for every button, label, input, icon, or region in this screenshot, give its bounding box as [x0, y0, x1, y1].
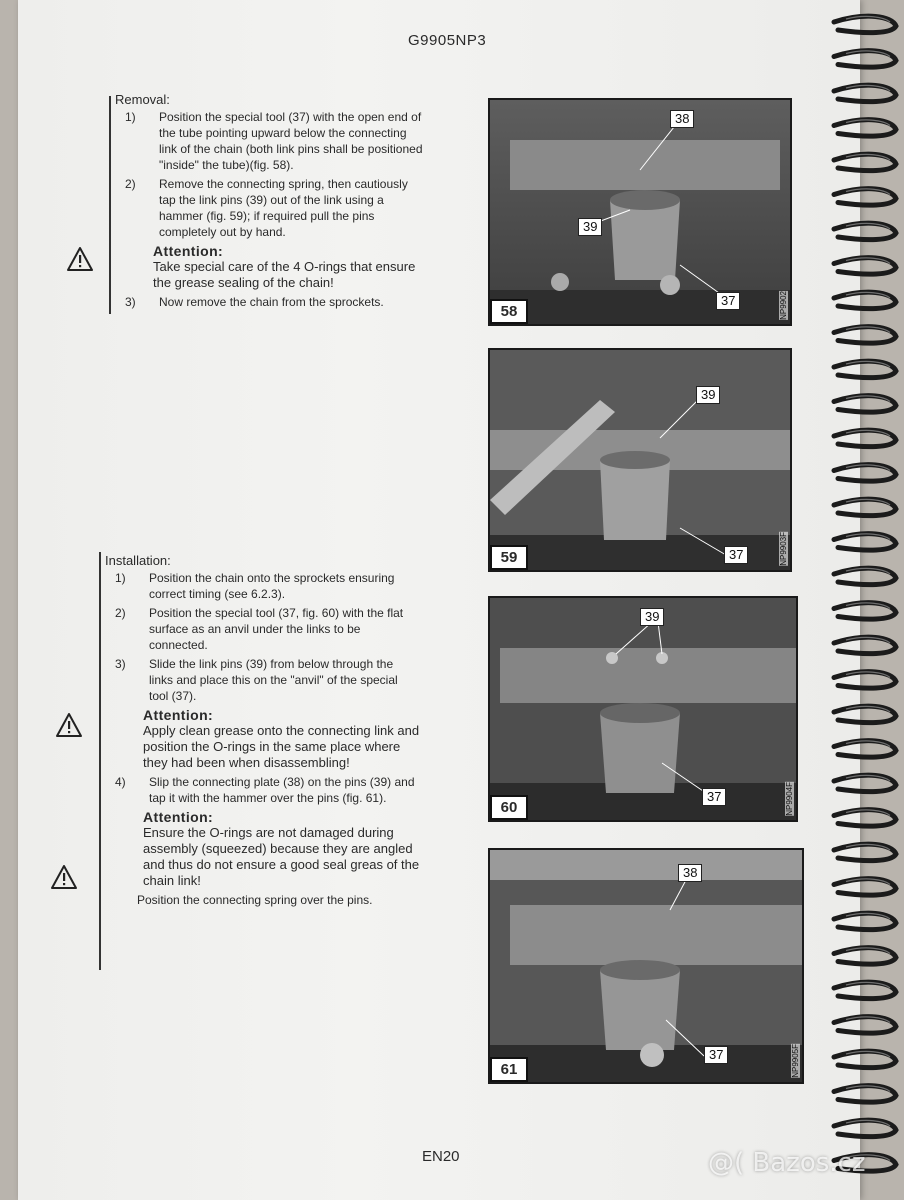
- removal-section: [115, 92, 425, 313]
- spiral-coil: [834, 637, 896, 653]
- figure-60-photo: [488, 596, 798, 822]
- figure-code: NP9904F: [785, 782, 794, 816]
- removal-step-3: 3) Now remove the chain from the sprockets.: [125, 295, 384, 309]
- spiral-coil: [834, 1051, 896, 1067]
- spiral-coil: [834, 844, 896, 860]
- spiral-coil: [834, 499, 896, 515]
- callout-39: 39: [640, 608, 664, 626]
- removal-step-2: 2) Remove the connecting spring, then cautiously tap the link pins (39) out of the link using a hammer (fig. 59); if required pull the pins completely out by hand.: [125, 177, 408, 239]
- callout-37: 37: [702, 788, 726, 806]
- spiral-coil: [834, 913, 896, 929]
- warning-triangle-icon: [66, 246, 94, 272]
- manual-page: [18, 0, 860, 1200]
- installation-step-4: 4) Slip the connecting plate (38) on the pins (39) and tap it with the hammer over the pins (fig. 61).: [115, 775, 415, 805]
- installation-section: [105, 553, 420, 908]
- spiral-coil: [834, 1017, 896, 1033]
- figure-number: 60: [490, 795, 528, 820]
- callout-39: 39: [696, 386, 720, 404]
- installation-final-note: Position the connecting spring over the pins.: [137, 893, 373, 907]
- installation-attention-2: Attention: Ensure the O-rings are not damaged during assembly (squeezed) because they are angled and thus do not ensure a good seal greas of the chain link!: [143, 809, 420, 888]
- installation-title: Installation:: [105, 553, 171, 568]
- spiral-coil: [834, 361, 896, 377]
- spiral-coil: [834, 603, 896, 619]
- spiral-coil: [834, 982, 896, 998]
- figure-code: NP9903F: [779, 532, 788, 566]
- removal-title: Removal:: [115, 92, 170, 107]
- spiral-coil: [834, 16, 896, 32]
- spiral-coil: [834, 568, 896, 584]
- spiral-coil: [834, 223, 896, 239]
- installation-step-2: 2) Position the special tool (37, fig. 60) with the flat surface as an anvil under the links to be connected.: [115, 606, 404, 652]
- figure-58-photo: [488, 98, 792, 326]
- callout-38: 38: [670, 110, 694, 128]
- spiral-coil: [834, 120, 896, 136]
- spiral-coil: [834, 258, 896, 274]
- installation-step-1: 1) Position the chain onto the sprockets ensuring correct timing (see 6.2.3).: [115, 571, 395, 601]
- spiral-coil: [834, 948, 896, 964]
- figure-code: NP9902: [779, 291, 788, 320]
- callout-37: 37: [716, 292, 740, 310]
- spiral-coil: [834, 396, 896, 412]
- removal-margin-bar: [109, 96, 111, 314]
- spiral-coil: [834, 189, 896, 205]
- installation-margin-bar: [99, 552, 101, 970]
- installation-attention-1: Attention: Apply clean grease onto the connecting link and position the O-rings in the same place where they had been when disassembling!: [143, 707, 420, 770]
- spiral-coil: [834, 51, 896, 67]
- watermark-text: @( Bazos.cz: [708, 1148, 866, 1178]
- figure-code: NP9905F: [791, 1044, 800, 1078]
- callout-37: 37: [724, 546, 748, 564]
- callout-38: 38: [678, 864, 702, 882]
- spiral-coil: [834, 430, 896, 446]
- spiral-coil: [834, 741, 896, 757]
- removal-step-1: 1) Position the special tool (37) with the open end of the tube pointing upward below the connecting link of the chain (both link pins shall be positioned "inside" the tube)(fig. 58).: [125, 110, 423, 172]
- document-code: G9905NP3: [408, 32, 487, 49]
- figure-59-photo: [488, 348, 792, 572]
- spiral-coil: [834, 534, 896, 550]
- figure-61-photo: [488, 848, 804, 1084]
- spiral-coil: [834, 810, 896, 826]
- warning-triangle-icon: [55, 712, 83, 738]
- spiral-coil: [834, 292, 896, 308]
- callout-37: 37: [704, 1046, 728, 1064]
- figure-number: 61: [490, 1057, 528, 1082]
- spiral-coil: [834, 775, 896, 791]
- spiral-coil: [834, 1120, 896, 1136]
- spiral-coil: [834, 706, 896, 722]
- spiral-coil: [834, 1086, 896, 1102]
- removal-attention: Attention: Take special care of the 4 O-rings that ensure the grease sealing of the chain!: [153, 243, 416, 290]
- spiral-coil: [834, 154, 896, 170]
- spiral-coil: [834, 327, 896, 343]
- installation-step-3: 3) Slide the link pins (39) from below through the links and place this on the "anvil" of the special tool (37).: [115, 657, 398, 703]
- figure-number: 58: [490, 299, 528, 324]
- page-number: EN20: [422, 1148, 460, 1165]
- spiral-coil: [834, 879, 896, 895]
- spiral-coil: [834, 672, 896, 688]
- figure-number: 59: [490, 545, 528, 570]
- callout-39: 39: [578, 218, 602, 236]
- spiral-coil: [834, 465, 896, 481]
- spiral-coil: [834, 85, 896, 101]
- warning-triangle-icon: [50, 864, 78, 890]
- spiral-binding: [826, 0, 904, 1200]
